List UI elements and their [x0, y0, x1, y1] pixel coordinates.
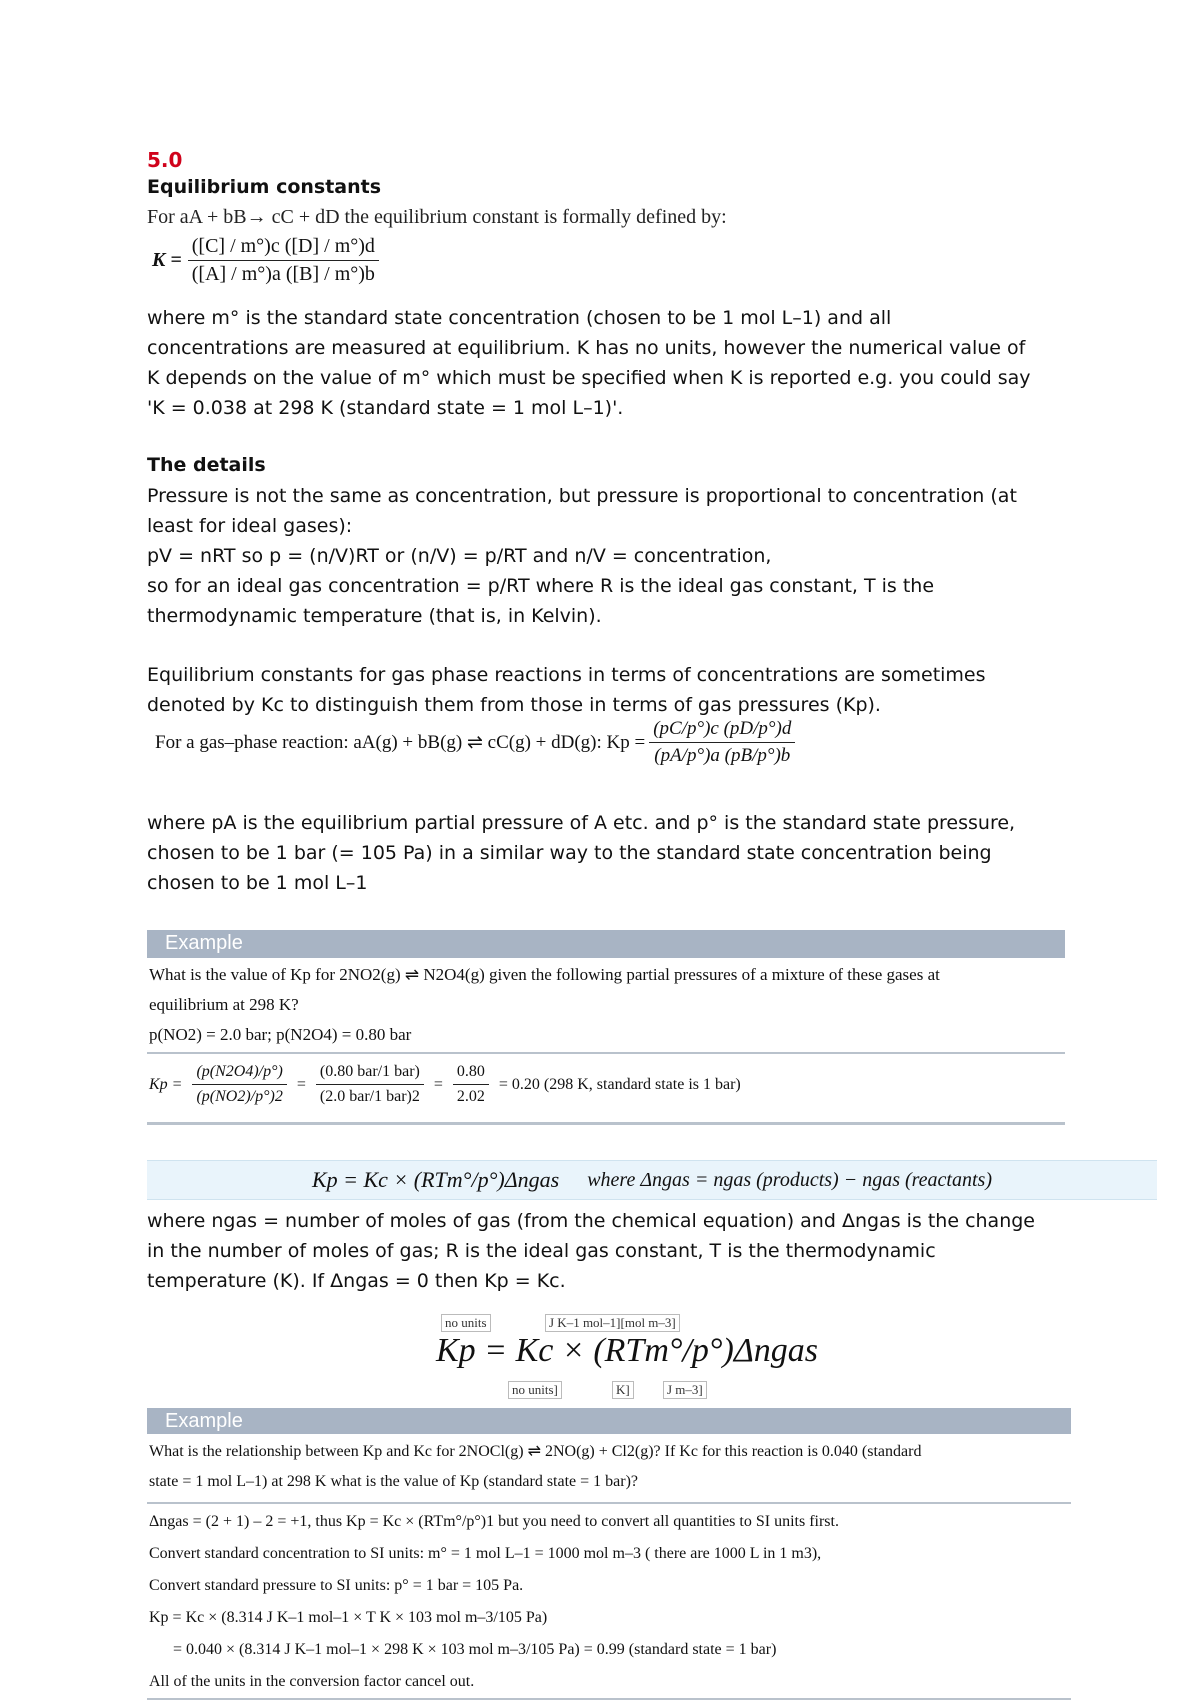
- example2-answer: [149, 1506, 1079, 1698]
- divider: [147, 1502, 1071, 1504]
- divider: [147, 1698, 1071, 1700]
- divider: [147, 1052, 1065, 1054]
- fraction1-numerator: (p(N2O4)/p°): [192, 1062, 286, 1085]
- fraction2-numerator: (0.80 bar/1 bar): [316, 1062, 424, 1085]
- given-values: p(NO2) = 2.0 bar; p(N2O4) = 0.80 bar: [149, 1025, 412, 1044]
- pressure-line: where pA is the equilibrium partial pressure of A etc. and p° is the standard state pressure,: [147, 812, 1016, 834]
- pressure-line: chosen to be 1 bar (= 105 Pa) in a similar way to the standard state concentration being: [147, 842, 992, 864]
- question-line: What is the relationship between Kp and Kc for 2NOCl(g) ⇌ 2NO(g) + Cl2(g)? If Kc for this reaction is 0.040 (standard: [149, 1443, 922, 1460]
- kp-kc-big-formula: Kp = Kc × (RTm°/p°)Δngas: [436, 1332, 819, 1369]
- k-denominator: ([A] / m°)a ([B] / m°)b: [191, 263, 375, 285]
- tag-k: K]: [612, 1381, 634, 1399]
- body-line: 'K = 0.038 at 298 K (standard state = 1 mol L–1)'.: [147, 397, 624, 419]
- details-line: thermodynamic temperature (that is, in Kelvin).: [147, 605, 602, 627]
- equilibrium-intro: For aA + bB→ cC + dD the equilibrium constant is formally defined by:: [147, 206, 727, 228]
- kc-line: Equilibrium constants for gas phase reactions in terms of concentrations are sometimes: [147, 664, 986, 686]
- example1-calculation: [149, 1062, 741, 1107]
- answer-line: Kp = Kc × (8.314 J K–1 mol–1 × T K × 103 mol m–3/105 Pa): [149, 1609, 548, 1626]
- k-numerator: ([C] / m°)c ([D] / m°)d: [188, 235, 379, 261]
- kp-kc-formula: Kp = Kc × (RTm°/p°)Δngas: [311, 1167, 560, 1192]
- equals-sign: =: [296, 1075, 306, 1093]
- gas-reaction-prefix: For a gas–phase reaction: aA(g) + bB(g) ⇌ cC(g) + dD(g): Kp =: [155, 732, 646, 753]
- body-line: where m° is the standard state concentration (chosen to be 1 mol L–1) and all: [147, 307, 892, 329]
- fraction2-denominator: (2.0 bar/1 bar)2: [319, 1088, 420, 1105]
- k-label: K =: [152, 249, 182, 271]
- answer-line: Δngas = (2 + 1) – 2 = +1, thus Kp = Kc × (RTm°/p°)1 but you need to convert all quantities to SI units first.: [149, 1513, 839, 1530]
- example2-title-bar: Example: [147, 1408, 1071, 1434]
- question-line: What is the value of Kp for 2NO2(g) ⇌ N2O4(g) given the following partial pressures of a mixture of these gases at: [149, 965, 940, 984]
- details-heading: The details: [147, 454, 266, 476]
- answer-line: All of the units in the conversion factor cancel out.: [149, 1673, 475, 1690]
- section-number: 5.0: [147, 148, 183, 172]
- fraction3-denominator: 2.02: [456, 1088, 485, 1105]
- body-line: concentrations are measured at equilibrium. K has no units, however the numerical value of: [147, 337, 1026, 359]
- pressure-line: chosen to be 1 mol L–1: [147, 872, 368, 894]
- gas-numerator: (pC/p°)c (pD/p°)d: [649, 718, 795, 743]
- example1-question: [149, 960, 1069, 1050]
- fraction1-denominator: (p(NO2)/p°)2: [196, 1088, 283, 1105]
- details-body: [147, 481, 1067, 631]
- body-line: K depends on the value of m° which must be specified when K is reported e.g. you could say: [147, 367, 1031, 389]
- question-line: state = 1 mol L–1) at 298 K what is the value of Kp (standard state = 1 bar)?: [149, 1473, 639, 1490]
- explanation-line: temperature (K). If Δngas = 0 then Kp = Kc.: [147, 1270, 566, 1292]
- tag-units-top: J K–1 mol–1][mol m–3]: [545, 1314, 680, 1332]
- details-line: pV = nRT so p = (n/V)RT or (n/V) = p/RT and n/V = concentration,: [147, 545, 772, 567]
- kc-line: denoted by Kc to distinguish them from those in terms of gas pressures (Kp).: [147, 694, 881, 716]
- tag-no-units-top: no units: [441, 1314, 491, 1332]
- tag-j-m: J m–3]: [663, 1381, 707, 1399]
- delta-n-definition: where Δngas = ngas (products) − ngas (reactants): [587, 1168, 992, 1191]
- k-definition-equation: [152, 235, 379, 286]
- example2-question: [149, 1437, 1079, 1497]
- answer-line: = 0.040 × (8.314 J K–1 mol–1 × 298 K × 103 mol m–3/105 Pa) = 0.99 (standard state = 1 bar): [149, 1641, 777, 1658]
- equilibrium-body: [147, 303, 1067, 423]
- question-line: equilibrium at 298 K?: [149, 995, 299, 1014]
- details-line: least for ideal gases):: [147, 515, 353, 537]
- equilibrium-heading: Equilibrium constants: [147, 176, 382, 198]
- equals-sign: =: [433, 1075, 443, 1093]
- explanation-line: where ngas = number of moles of gas (from the chemical equation) and Δngas is the change: [147, 1210, 1035, 1232]
- fraction3-numerator: 0.80: [453, 1062, 489, 1085]
- tag-no-units-bottom: no units]: [508, 1381, 562, 1399]
- kp-kc-formula-row: [147, 1160, 1157, 1200]
- answer-line: Convert standard pressure to SI units: p° = 1 bar = 105 Pa.: [149, 1577, 524, 1594]
- kc-paragraph: [147, 660, 1067, 720]
- gas-phase-equation: [155, 718, 795, 767]
- gas-denominator: (pA/p°)a (pB/p°)b: [654, 745, 791, 766]
- example1-title-bar: Example: [147, 930, 1065, 958]
- details-line: so for an ideal gas concentration = p/RT where R is the ideal gas constant, T is the: [147, 575, 935, 597]
- pressure-paragraph: [147, 808, 1067, 898]
- kp-kc-explanation: [147, 1206, 1067, 1296]
- divider: [147, 1122, 1065, 1125]
- answer-line: Convert standard concentration to SI units: m° = 1 mol L–1 = 1000 mol m–3 ( there are 1000 L in 1 m3),: [149, 1545, 822, 1562]
- explanation-line: in the number of moles of gas; R is the ideal gas constant, T is the thermodynamic: [147, 1240, 936, 1262]
- kp-label: Kp =: [149, 1075, 183, 1093]
- example1-result: = 0.20 (298 K, standard state is 1 bar): [498, 1075, 741, 1093]
- details-line: Pressure is not the same as concentration, but pressure is proportional to concentration (at: [147, 485, 1017, 507]
